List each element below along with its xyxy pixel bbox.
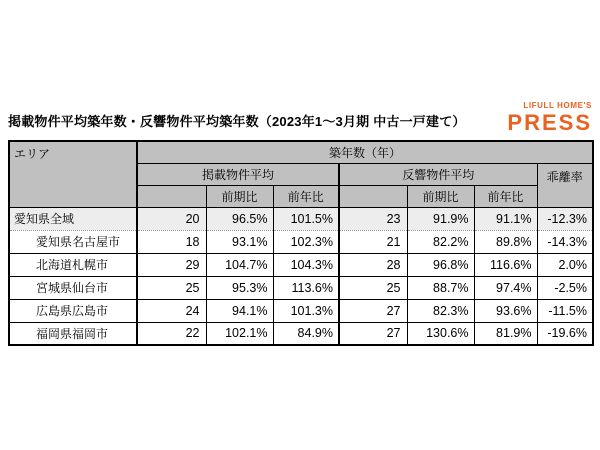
divergence-cell: -19.6%	[537, 322, 593, 345]
header-spacer-listed	[137, 185, 206, 207]
divergence-cell: -12.3%	[537, 207, 593, 230]
divergence-cell: -11.5%	[537, 299, 593, 322]
listed-age-cell: 18	[137, 230, 206, 253]
divergence-cell: -14.3%	[537, 230, 593, 253]
area-cell: 愛知県全域	[9, 207, 137, 230]
inquiry-prev-period-cell: 130.6%	[407, 322, 474, 345]
inquiry-prev-period-cell: 82.2%	[407, 230, 474, 253]
inquiry-prev-year-cell: 91.1%	[474, 207, 537, 230]
listed-prev-period-cell: 96.5%	[206, 207, 273, 230]
inquiry-age-cell: 28	[339, 253, 407, 276]
listed-prev-year-cell: 84.9%	[273, 322, 339, 345]
inquiry-prev-period-cell: 91.9%	[407, 207, 474, 230]
inquiry-age-cell: 23	[339, 207, 407, 230]
header-prev-year-listed: 前年比	[273, 185, 339, 207]
table-row	[9, 230, 593, 253]
area-cell: 北海道札幌市	[9, 253, 137, 276]
area-cell: 愛知県名古屋市	[9, 230, 137, 253]
header-row-1	[9, 141, 593, 163]
inquiry-age-cell: 25	[339, 276, 407, 299]
listed-prev-year-cell: 102.3%	[273, 230, 339, 253]
table-row	[9, 322, 593, 345]
inquiry-prev-year-cell: 89.8%	[474, 230, 537, 253]
listed-prev-period-cell: 102.1%	[206, 322, 273, 345]
listed-prev-period-cell: 95.3%	[206, 276, 273, 299]
header-prev-year-inquiry: 前年比	[474, 185, 537, 207]
inquiry-age-cell: 27	[339, 299, 407, 322]
listed-age-cell: 20	[137, 207, 206, 230]
listed-age-cell: 24	[137, 299, 206, 322]
header-spacer-inquiry	[339, 185, 407, 207]
inquiry-prev-year-cell: 93.6%	[474, 299, 537, 322]
listed-prev-period-cell: 93.1%	[206, 230, 273, 253]
listed-prev-year-cell: 104.3%	[273, 253, 339, 276]
header-inquiry-avg: 反響物件平均	[339, 163, 537, 185]
divergence-cell: -2.5%	[537, 276, 593, 299]
divergence-cell: 2.0%	[537, 253, 593, 276]
inquiry-age-cell: 27	[339, 322, 407, 345]
lifull-homes-press-logo	[507, 102, 592, 136]
header-prev-period-inquiry: 前期比	[407, 185, 474, 207]
header-area: エリア	[9, 141, 137, 207]
table-row	[9, 253, 593, 276]
table-row	[9, 276, 593, 299]
header-prev-period-listed: 前期比	[206, 185, 273, 207]
logo-top-text: LIFULL HOME'S	[523, 101, 592, 110]
listed-prev-year-cell: 101.3%	[273, 299, 339, 322]
listed-age-cell: 25	[137, 276, 206, 299]
listed-prev-period-cell: 104.7%	[206, 253, 273, 276]
header-age-group: 築年数（年）	[137, 141, 593, 163]
table-row	[9, 207, 593, 230]
listed-prev-period-cell: 94.1%	[206, 299, 273, 322]
listed-age-cell: 29	[137, 253, 206, 276]
header-listed-avg: 掲載物件平均	[137, 163, 339, 185]
inquiry-prev-year-cell: 81.9%	[474, 322, 537, 345]
inquiry-prev-period-cell: 96.8%	[407, 253, 474, 276]
logo-press-text: PRESS	[507, 110, 592, 135]
header-band	[8, 102, 592, 136]
table-row	[9, 299, 593, 322]
inquiry-age-cell: 21	[339, 230, 407, 253]
header-divergence: 乖離率	[537, 163, 593, 207]
listed-age-cell: 22	[137, 322, 206, 345]
inquiry-prev-period-cell: 88.7%	[407, 276, 474, 299]
listed-prev-year-cell: 101.5%	[273, 207, 339, 230]
area-cell: 広島県広島市	[9, 299, 137, 322]
inquiry-prev-period-cell: 82.3%	[407, 299, 474, 322]
inquiry-prev-year-cell: 116.6%	[474, 253, 537, 276]
page-title: 掲載物件平均築年数・反響物件平均築年数（2023年1～3月期 中古一戸建て）	[8, 114, 466, 129]
listed-prev-year-cell: 113.6%	[273, 276, 339, 299]
inquiry-prev-year-cell: 97.4%	[474, 276, 537, 299]
data-table	[8, 140, 594, 346]
area-cell: 宮城県仙台市	[9, 276, 137, 299]
area-cell: 福岡県福岡市	[9, 322, 137, 345]
